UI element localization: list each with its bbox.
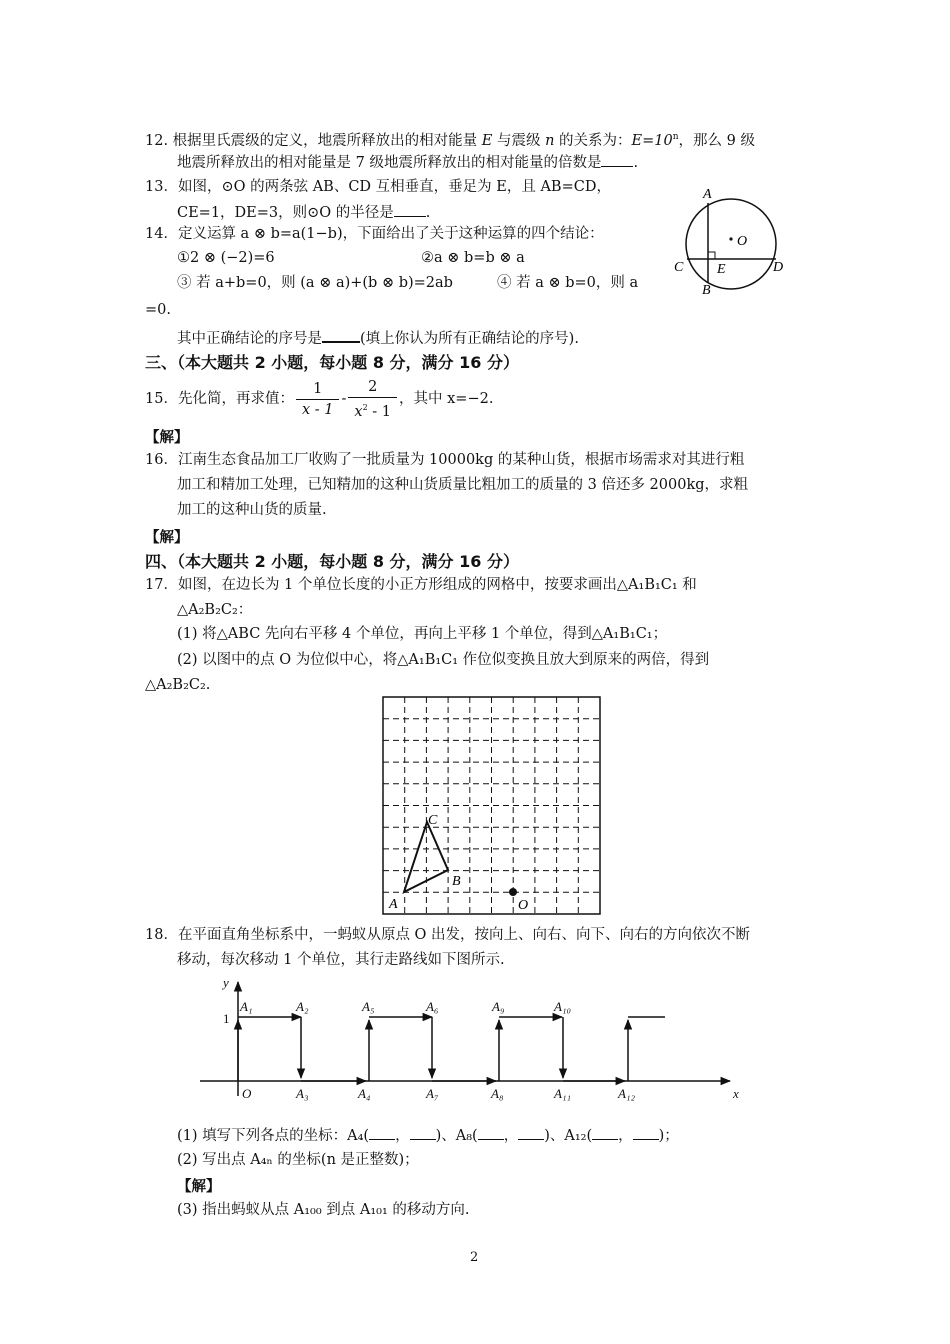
- q16-line2: 加工和精加工处理，已知精加的这种山货质量比粗加工的质量的 3 倍还多 2000kg，求粗: [177, 477, 749, 493]
- label-a2: A₂: [296, 999, 309, 1014]
- q17-line4: (2) 以图中的点 O 为位似中心，将△A₁B₁C₁ 作位似变换且放大到原来的两倍，得到: [177, 652, 710, 668]
- tick-label-1: 1: [223, 1011, 230, 1026]
- answer-blank-q14[interactable]: [322, 327, 360, 343]
- label-o: O: [737, 234, 748, 249]
- q14-option3: ③ 若 a+b=0，则 (a ⊗ a)+(b ⊗ b)=2ab: [177, 275, 453, 291]
- page-number: 2: [470, 1250, 479, 1265]
- label-a4: A₄: [358, 1086, 371, 1101]
- q18-part1: (1) 填写下列各点的坐标：A₄( ， )、A₈( ， )、A₁₂( ， )；: [177, 1125, 679, 1146]
- q17-line2: △A₂B₂C₂：: [177, 602, 253, 618]
- q15-line: 15．先化简，再求值： $\frac{1}{x - 1}$ - $\frac{2}{x^2 - 1}$ ，其中 x=−2.: [145, 378, 494, 420]
- label-a8: A₈: [491, 1086, 504, 1101]
- q17-line1: 17．如图，在边长为 1 个单位长度的小正方形组成的网格中，按要求画出△A₁B₁C₁ 和: [145, 577, 697, 593]
- q13-line1: 13．如图，⊙O 的两条弦 AB、CD 互相垂直，垂足为 E，且 AB=CD，: [145, 179, 611, 195]
- label-a1: A₁: [240, 999, 253, 1014]
- solution-label-q16: 【解】: [145, 530, 189, 546]
- circle-figure: [672, 182, 792, 300]
- q12-line1: 12. 根据里氏震级的定义，地震所释放出的相对能量 E 与震级 n 的关系为：$E=10^n$，那么 9 级: [145, 132, 755, 149]
- section4-heading: 四、（本大题共 2 小题，每小题 8 分，满分 16 分）: [145, 552, 519, 571]
- q13-line2: CE=1，DE=3，则⊙O 的半径是 .: [177, 202, 430, 223]
- q18-line1: 18．在平面直角坐标系中，一蚂蚁从原点 O 出发，按向上、向右、向下、向右的方向依次不断: [145, 927, 751, 943]
- blank-a4-x[interactable]: [369, 1125, 395, 1140]
- q18-part3: (3) 指出蚂蚁从点 A₁₀₀ 到点 A₁₀₁ 的移动方向.: [177, 1202, 470, 1218]
- label-e: E: [717, 262, 726, 277]
- axis-label-x: x: [733, 1086, 739, 1101]
- q14-option1: ①2 ⊗ (−2)=6: [177, 250, 275, 266]
- label-d: D: [773, 260, 784, 275]
- blank-a4-y[interactable]: [410, 1125, 436, 1140]
- answer-blank-q13[interactable]: [394, 202, 426, 217]
- q14-line5: 其中正确结论的序号是 (填上你认为所有正确结论的序号).: [177, 327, 579, 349]
- solution-label-q15: 【解】: [145, 430, 189, 446]
- grid-label-o: O: [518, 898, 529, 913]
- label-b: B: [702, 283, 711, 298]
- right-angle-mark: [708, 252, 715, 259]
- label-a: A: [703, 187, 712, 202]
- grid-label-c: C: [428, 813, 438, 828]
- origin-label: O: [242, 1086, 252, 1101]
- answer-blank-q12[interactable]: [601, 152, 633, 167]
- center-point: [729, 237, 732, 240]
- q18-line2: 移动，每次移动 1 个单位，其行走路线如下图所示.: [177, 952, 505, 968]
- circle-o: [686, 199, 776, 289]
- q12-line2: 地震所释放出的相对能量是 7 级地震所释放出的相对能量的倍数是 .: [177, 152, 638, 173]
- q16-line1: 16．江南生态食品加工厂收购了一批质量为 10000kg 的某种山货，根据市场需求对其进行粗: [145, 452, 745, 468]
- q17-line5: △A₂B₂C₂.: [145, 677, 211, 693]
- label-a11: A₁₁: [554, 1086, 571, 1101]
- q14-option2: ②a ⊗ b=b ⊗ a: [421, 250, 525, 266]
- label-a3: A₃: [296, 1086, 309, 1101]
- solution-label-q18: 【解】: [177, 1179, 221, 1195]
- grid-label-a: A: [389, 897, 398, 912]
- q18-part2: (2) 写出点 A₄ₙ 的坐标(n 是正整数)；: [177, 1152, 419, 1168]
- blank-a8-y[interactable]: [518, 1125, 544, 1140]
- q14-line4: =0.: [145, 302, 171, 318]
- q16-line3: 加工的这种山货的质量.: [177, 502, 327, 518]
- grid-label-b: B: [452, 874, 461, 889]
- grid-figure: [376, 692, 608, 918]
- label-a10: A₁₀: [554, 999, 571, 1014]
- ant-path: [238, 1017, 665, 1081]
- grid-lines: [383, 697, 600, 914]
- blank-a8-x[interactable]: [478, 1125, 504, 1140]
- label-a5: A₅: [362, 999, 375, 1014]
- label-a7: A₇: [426, 1086, 439, 1101]
- section3-heading: 三、（本大题共 2 小题，每小题 8 分，满分 16 分）: [145, 353, 519, 372]
- q17-line3: (1) 将△ABC 先向右平移 4 个单位，再向上平移 1 个单位，得到△A₁B₁C₁；: [177, 626, 668, 642]
- label-c: C: [674, 260, 684, 275]
- q14-option4: ④ 若 a ⊗ b=0，则 a: [497, 275, 639, 291]
- ant-path-figure: [190, 972, 750, 1108]
- fraction-2: $\frac{2}{x^2 - 1}$: [348, 377, 397, 422]
- point-o: [509, 888, 517, 896]
- blank-a12-x[interactable]: [592, 1125, 618, 1140]
- label-a9: A₉: [492, 999, 505, 1014]
- label-a12: A₁₂: [618, 1086, 635, 1101]
- blank-a12-y[interactable]: [633, 1125, 659, 1140]
- q14-line1: 14．定义运算 a ⊗ b=a(1−b)，下面给出了关于这种运算的四个结论：: [145, 226, 604, 242]
- label-a6: A₆: [426, 999, 439, 1014]
- fraction-1: $\frac{1}{x - 1}$: [296, 379, 340, 420]
- axis-label-y: y: [223, 975, 229, 990]
